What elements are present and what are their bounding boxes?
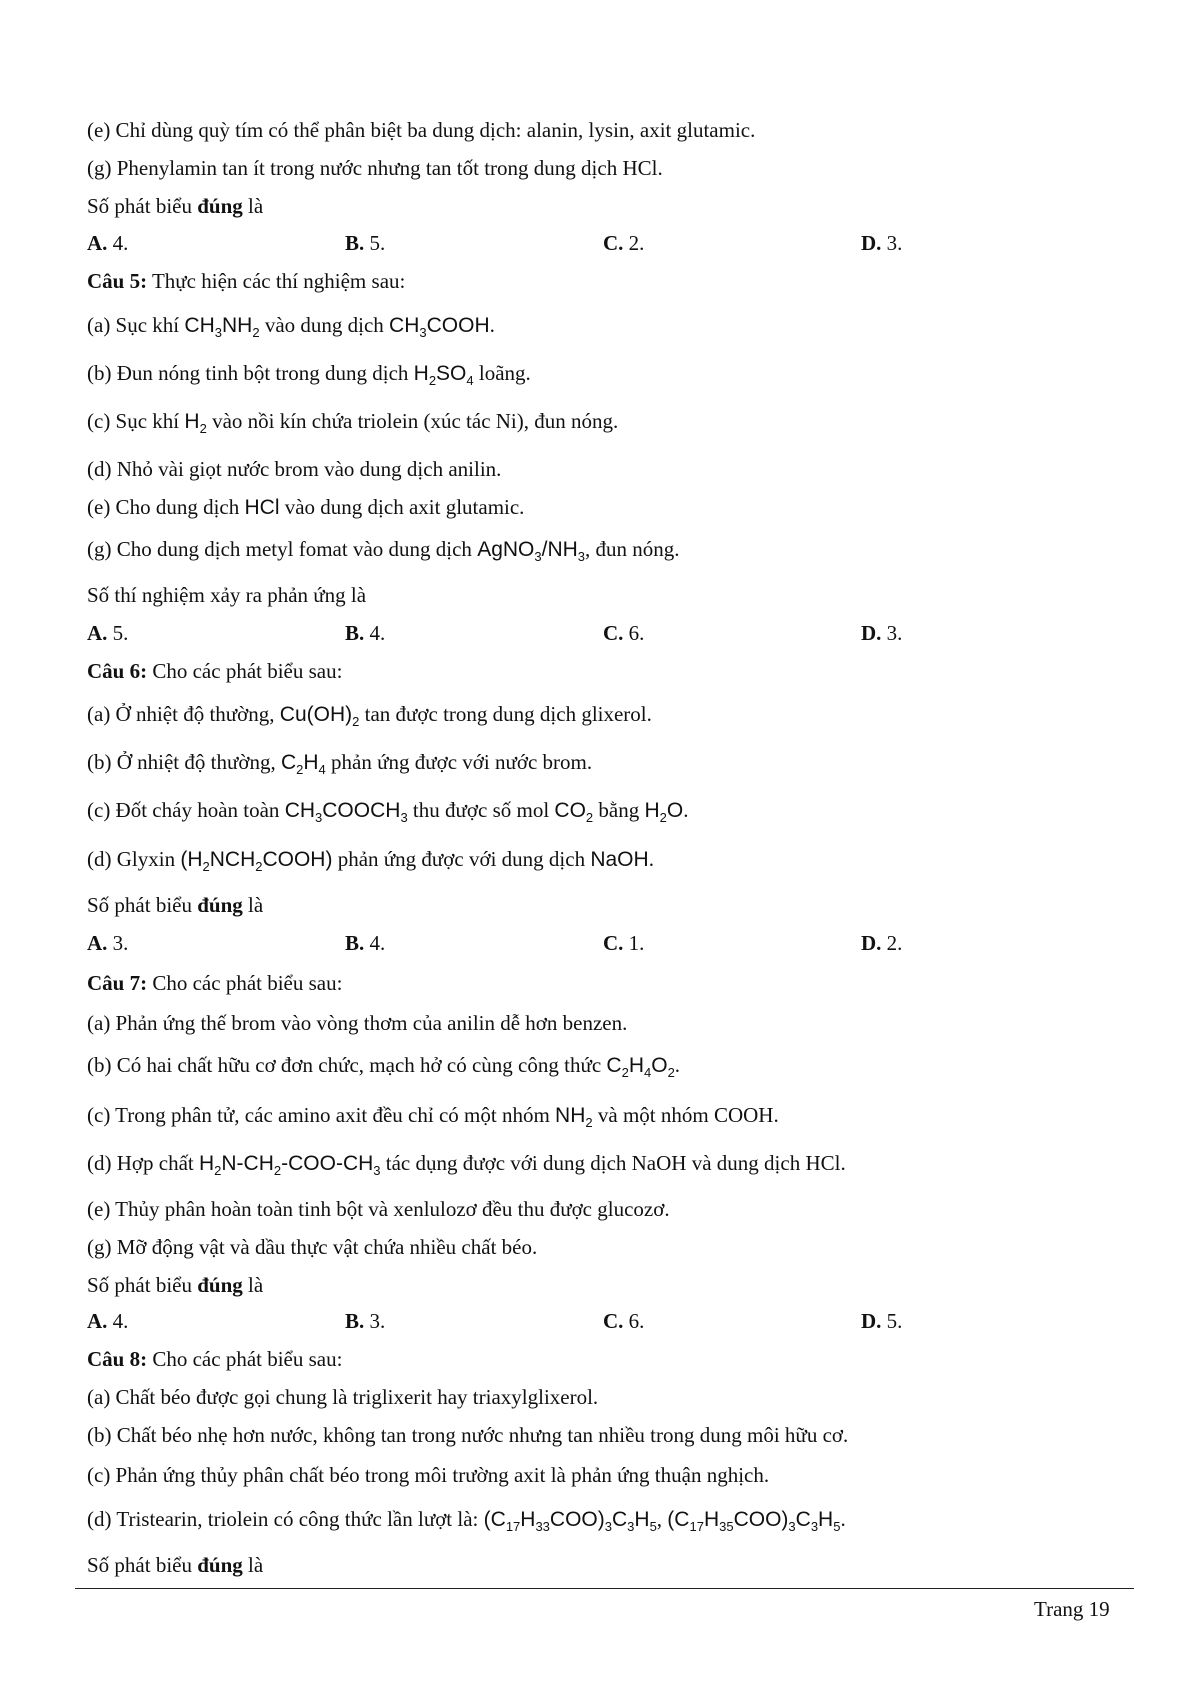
q5-item-g: (g) Cho dung dịch metyl fomat vào dung dịch $AgNO_3/NH_3$, đun nóng.: [87, 537, 680, 564]
q5-item-b: (b) Đun nóng tinh bột trong dung dịch $H_2SO_4$ loãng.: [87, 361, 531, 388]
q7-prompt: Số phát biểu đúng là: [87, 1273, 264, 1297]
q5-answer-c: C. 6.: [603, 621, 645, 645]
footer-divider: [75, 1588, 1134, 1589]
q5-answer-a: A. 5.: [87, 621, 129, 645]
q8-item-d: (d) Tristearin, triolein có công thức lần lượt là: $(C_{17}H_{33}COO)_3C_3H_5$, $(C_{17}H_{35}COO)_3C_3H_5$.: [87, 1507, 846, 1534]
q6-prompt: Số phát biểu đúng là: [87, 893, 264, 917]
q7-item-a: (a) Phản ứng thế brom vào vòng thơm của anilin dễ hơn benzen.: [87, 1011, 628, 1035]
q7-item-e: (e) Thủy phân hoàn toàn tinh bột và xenlulozơ đều thu được glucozơ.: [87, 1197, 670, 1221]
q5-item-d: (d) Nhỏ vài giọt nước brom vào dung dịch anilin.: [87, 457, 502, 481]
q7-answer-d: D. 5.: [861, 1309, 903, 1333]
q8-prompt: Số phát biểu đúng là: [87, 1553, 264, 1577]
q5-answer-d: D. 3.: [861, 621, 903, 645]
q8-item-a: (a) Chất béo được gọi chung là triglixerit hay triaxylglixerol.: [87, 1385, 599, 1409]
q6-answer-c: C. 1.: [603, 931, 645, 955]
q7-answer-b: B. 3.: [345, 1309, 386, 1333]
answer-c: C. 2.: [603, 231, 645, 255]
q6-item-c: (c) Đốt cháy hoàn toàn $CH_3COOCH_3$ thu được số mol $CO_2$ bằng $H_2O$.: [87, 798, 689, 825]
q6-answer-b: B. 4.: [345, 931, 386, 955]
q7-item-b: (b) Có hai chất hữu cơ đơn chức, mạch hở có cùng công thức $C_2H_4O_2$.: [87, 1053, 681, 1080]
q6-item-d: (d) Glyxin $(H_2NCH_2COOH)$ phản ứng được với dung dịch NaOH.: [87, 847, 654, 874]
question-7-title: Câu 7: Cho các phát biểu sau:: [87, 971, 343, 995]
q5-item-e: (e) Cho dung dịch HCl vào dung dịch axit glutamic.: [87, 495, 525, 519]
q5-prompt: Số thí nghiệm xảy ra phản ứng là: [87, 583, 367, 607]
statement-e: (e) Chỉ dùng quỳ tím có thể phân biệt ba dung dịch: alanin, lysin, axit glutamic.: [87, 118, 756, 142]
question-6-title: Câu 6: Cho các phát biểu sau:: [87, 659, 343, 683]
question-prompt: Số phát biểu đúng là: [87, 194, 264, 218]
q7-answer-a: A. 4.: [87, 1309, 129, 1333]
answer-a: A. 4.: [87, 231, 129, 255]
question-5-title: Câu 5: Thực hiện các thí nghiệm sau:: [87, 269, 406, 293]
q6-answer-d: D. 2.: [861, 931, 903, 955]
q7-item-d: (d) Hợp chất $H_2N-CH_2-COO-CH_3$ tác dụng được với dung dịch NaOH và dung dịch HCl.: [87, 1151, 846, 1178]
answer-b: B. 5.: [345, 231, 386, 255]
q7-item-g: (g) Mỡ động vật và dầu thực vật chứa nhiều chất béo.: [87, 1235, 538, 1259]
q7-answer-c: C. 6.: [603, 1309, 645, 1333]
answer-d: D. 3.: [861, 231, 903, 255]
statement-g: (g) Phenylamin tan ít trong nước nhưng tan tốt trong dung dịch HCl.: [87, 156, 663, 180]
q6-answer-a: A. 3.: [87, 931, 129, 955]
q5-answer-b: B. 4.: [345, 621, 386, 645]
q7-item-c: (c) Trong phân tử, các amino axit đều chỉ có một nhóm $NH_2$ và một nhóm COOH.: [87, 1103, 779, 1130]
question-8-title: Câu 8: Cho các phát biểu sau:: [87, 1347, 343, 1371]
q6-item-b: (b) Ở nhiệt độ thường, $C_2H_4$ phản ứng được với nước brom.: [87, 750, 593, 777]
q8-item-b: (b) Chất béo nhẹ hơn nước, không tan trong nước nhưng tan nhiều trong dung môi hữu cơ.: [87, 1423, 849, 1447]
page-number: Trang 19: [1034, 1597, 1110, 1621]
q5-item-a: (a) Sục khí $CH_3NH_2$ vào dung dịch $CH_3COOH$.: [87, 313, 495, 340]
q8-item-c: (c) Phản ứng thủy phân chất béo trong môi trường axit là phản ứng thuận nghịch.: [87, 1463, 770, 1487]
q5-item-c: (c) Sục khí $H_2$ vào nồi kín chứa triolein (xúc tác Ni), đun nóng.: [87, 409, 619, 436]
q6-item-a: (a) Ở nhiệt độ thường, $Cu(OH)_2$ tan được trong dung dịch glixerol.: [87, 702, 652, 729]
